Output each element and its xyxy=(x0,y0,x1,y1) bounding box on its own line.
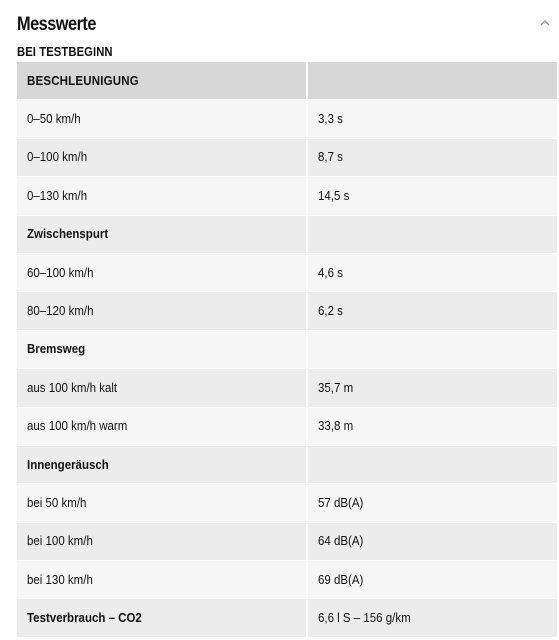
row-value-cell xyxy=(308,62,557,99)
row-value: 4,6 s xyxy=(318,265,343,280)
row-value-cell xyxy=(308,484,557,521)
row-label: Bremsweg xyxy=(27,342,86,357)
row-label: 60–100 km/h xyxy=(27,265,94,280)
row-value: 69 dB(A) xyxy=(318,572,364,587)
row-label: Testverbrauch – CO2 xyxy=(27,611,142,626)
row-label: bei 130 km/h xyxy=(27,572,93,587)
row-label-cell xyxy=(17,484,306,521)
row-label-cell xyxy=(17,254,306,291)
table-row xyxy=(17,599,557,637)
table-row xyxy=(17,369,557,407)
section-subtitle: BEI TESTBEGINN xyxy=(17,45,113,59)
measurements-table xyxy=(17,62,557,638)
row-value-cell xyxy=(308,292,557,329)
row-label-cell xyxy=(17,139,306,176)
table-row xyxy=(17,177,557,215)
table-row xyxy=(17,561,557,599)
row-label: bei 50 km/h xyxy=(27,495,87,510)
table-row xyxy=(17,484,557,522)
table-row xyxy=(17,216,557,254)
row-value: 33,8 m xyxy=(318,419,354,434)
table-row xyxy=(17,62,557,100)
row-value-cell xyxy=(308,177,557,214)
row-value-cell xyxy=(308,561,557,598)
row-value-cell xyxy=(308,369,557,406)
row-value: 14,5 s xyxy=(318,188,350,203)
row-label: 0–100 km/h xyxy=(27,150,88,165)
row-label: 0–130 km/h xyxy=(27,188,88,203)
table-row xyxy=(17,331,557,369)
row-label-cell xyxy=(17,292,306,329)
table-row xyxy=(17,254,557,292)
row-value-cell xyxy=(308,331,557,368)
row-label-cell xyxy=(17,599,306,636)
row-value: 57 dB(A) xyxy=(318,495,364,510)
row-value: 6,2 s xyxy=(318,304,343,319)
table-row xyxy=(17,446,557,484)
row-label-cell xyxy=(17,216,306,253)
section-header[interactable] xyxy=(17,12,547,42)
chevron-up-icon[interactable] xyxy=(538,15,552,25)
row-label: Zwischenspurt xyxy=(27,227,109,242)
row-value: 8,7 s xyxy=(318,150,343,165)
row-value-cell xyxy=(308,408,557,445)
row-label: BESCHLEUNIGUNG xyxy=(27,73,139,88)
section-title: Messwerte xyxy=(17,14,96,35)
row-label: Innengeräusch xyxy=(27,457,109,472)
row-value-cell xyxy=(308,100,557,137)
row-value-cell xyxy=(308,446,557,483)
table-row xyxy=(17,408,557,446)
row-value-cell xyxy=(308,254,557,291)
table-row xyxy=(17,292,557,330)
row-label: aus 100 km/h kalt xyxy=(27,380,118,395)
row-label: 0–50 km/h xyxy=(27,112,81,127)
row-value-cell xyxy=(308,139,557,176)
table-row xyxy=(17,523,557,561)
row-label: bei 100 km/h xyxy=(27,534,93,549)
row-label-cell xyxy=(17,100,306,137)
row-value: 64 dB(A) xyxy=(318,534,364,549)
row-value-cell xyxy=(308,216,557,253)
table-row xyxy=(17,100,557,138)
row-label-cell xyxy=(17,177,306,214)
row-value-cell xyxy=(308,599,557,636)
row-value-cell xyxy=(308,523,557,560)
row-label-cell xyxy=(17,369,306,406)
row-label: aus 100 km/h warm xyxy=(27,419,128,434)
row-label-cell xyxy=(17,331,306,368)
row-label-cell xyxy=(17,523,306,560)
row-label: 80–120 km/h xyxy=(27,304,94,319)
row-label-cell xyxy=(17,561,306,598)
table-row xyxy=(17,139,557,177)
row-value: 3,3 s xyxy=(318,112,343,127)
row-value: 35,7 m xyxy=(318,380,354,395)
row-value: 6,6 l S – 156 g/km xyxy=(318,611,411,626)
row-label-cell xyxy=(17,62,306,99)
row-label-cell xyxy=(17,408,306,445)
row-label-cell xyxy=(17,446,306,483)
